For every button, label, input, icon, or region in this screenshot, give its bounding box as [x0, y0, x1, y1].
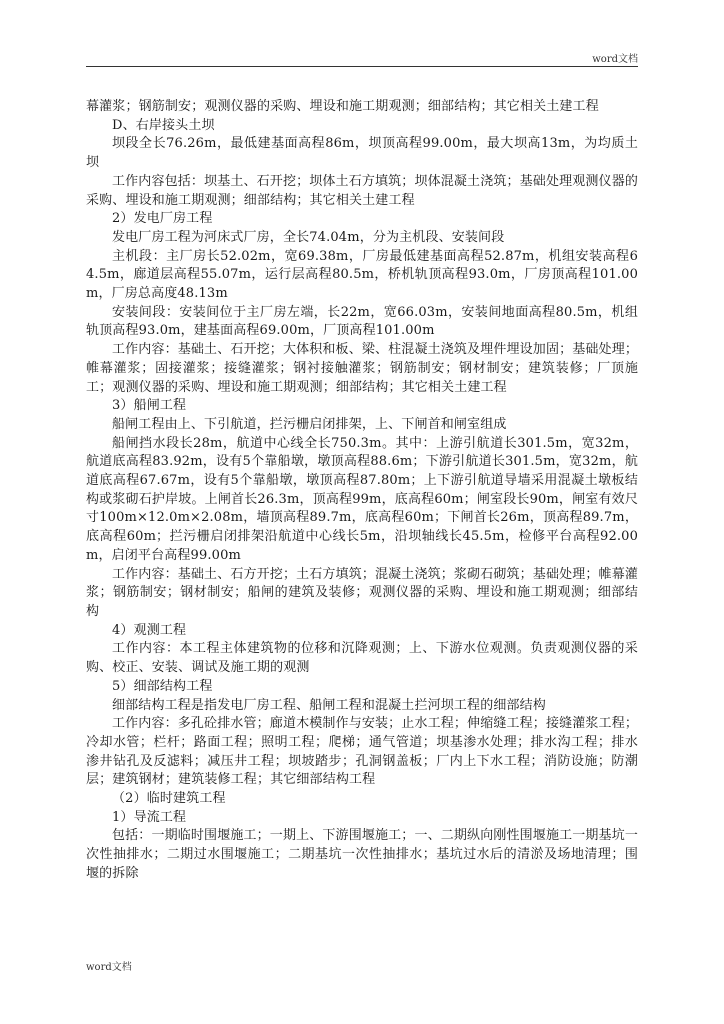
- section-heading-temporary-works: （2）临时建筑工程: [112, 791, 226, 807]
- paragraph: 安装间段：安装间位于主厂房左端，长22m，宽66.03m，安装间地面高程80.5m，机组轨顶高程93.0m，建基面高程69.00m，厂顶高程101.00m: [86, 304, 638, 339]
- paragraph: 船闸挡水段长28m，航道中心线全长750.3m。其中：上游引航道长301.5m，宽32m，航道底高程83.92m，设有5个靠船墩，墩顶高程88.6m；下游引航道长301.5m，宽32m，航道底高程67.67m，设有5个靠船墩，墩顶高程87.80m；上下游引航道导墙采用混凝土墩板结构或浆砌石护岸坡。上闸首长26.3m，顶高程99m，底高程60m；闸室段长90m，闸室有效尺寸100m×12.0m×2.08m，墙顶高程89.7m，底高程60m；下闸首长26m，顶高程89.7m，底高程60m；拦污栅启闭排架沿航道中心线长5m，沿坝轴线长45.5m，检修平台高程92.00m，启闭平台高程99.00m: [86, 435, 638, 563]
- header-divider: [86, 66, 638, 67]
- paragraph: 细部结构工程是指发电厂房工程、船闸工程和混凝土拦河坝工程的细部结构: [112, 697, 546, 713]
- document-body: [86, 98, 638, 884]
- paragraph: 坝段全长76.26m，最低建基面高程86m，坝顶高程99.00m，最大坝高13m，为均质土坝: [86, 136, 638, 171]
- page-header: word文档: [592, 54, 638, 65]
- section-heading-ship-lock: 3）船闸工程: [112, 398, 187, 414]
- section-heading-observation: 4）观测工程: [112, 622, 187, 638]
- paragraph: 工作内容：基础土、石开挖；大体积和板、梁、柱混凝土浇筑及埋件埋设加固；基础处理；帷幕灌浆；固接灌浆；接缝灌浆；钢衬接触灌浆；钢筋制安；钢材制安；建筑装修；厂顶施工；观测仪器的采购、埋设和施工期观测；细部结构；其它相关土建工程: [86, 342, 639, 395]
- paragraph: 工作内容：本工程主体建筑物的位移和沉降观测；上、下游水位观测。负责观测仪器的采购、校正、安装、调试及施工期的观测: [86, 641, 638, 676]
- page-footer: word文档: [86, 962, 132, 973]
- paragraph: 工作内容：基础土、石方开挖；土石方填筑；混凝土浇筑；浆砌石砌筑；基础处理；帷幕灌浆；钢筋制安；钢材制安；船闸的建筑及装修；观测仪器的采购、埋设和施工期观测；细部结构: [86, 566, 639, 619]
- section-heading-powerhouse: 2）发电厂房工程: [112, 211, 213, 227]
- section-heading-diversion: 1）导流工程: [112, 809, 187, 825]
- section-heading-detail-structure: 5）细部结构工程: [112, 678, 213, 694]
- paragraph-continued: 幕灌浆；钢筋制安；观测仪器的采购、埋设和施工期观测；细部结构；其它相关土建工程: [86, 99, 599, 114]
- paragraph: 工作内容：多孔砼排水管；廊道木模制作与安装；止水工程；伸缩缝工程；接缝灌浆工程；冷却水管；栏杆；路面工程；照明工程；爬梯；通气管道；坝基渗水处理；排水沟工程；排水渗井钻孔及反滤料；减压井工程；坝坡踏步；孔洞钢盖板；厂内上下水工程；消防设施；防潮层；建筑钢材；建筑装修工程；其它细部结构工程: [86, 716, 639, 788]
- paragraph: 包括：一期临时围堰施工；一期上、下游围堰施工；一、二期纵向刚性围堰施工一期基坑一次性抽排水；二期过水围堰施工；二期基坑一次性抽排水；基坑过水后的清淤及场地清理；围堰的拆除: [86, 828, 639, 881]
- paragraph: 主机段：主厂房长52.02m，宽69.38m，厂房最低建基面高程52.87m，机组安装高程64.5m，廊道层高程55.07m，运行层高程80.5m，桥机轨顶高程93.0m，厂房顶高程101.00m，厂房总高度48.13m: [86, 248, 638, 302]
- paragraph: 工作内容包括：坝基土、石开挖；坝体土石方填筑；坝体混凝土浇筑；基础处理观测仪器的采购、埋设和施工期观测；细部结构；其它相关土建工程: [86, 173, 639, 208]
- paragraph: 船闸工程由上、下引航道，拦污栅启闭排架，上、下闸首和闸室组成: [112, 416, 507, 432]
- section-heading-right-bank-dam: D、右岸接头土坝: [112, 117, 215, 133]
- paragraph: 发电厂房工程为河床式厂房，全长74.04m，分为主机段、安装间段: [112, 229, 505, 245]
